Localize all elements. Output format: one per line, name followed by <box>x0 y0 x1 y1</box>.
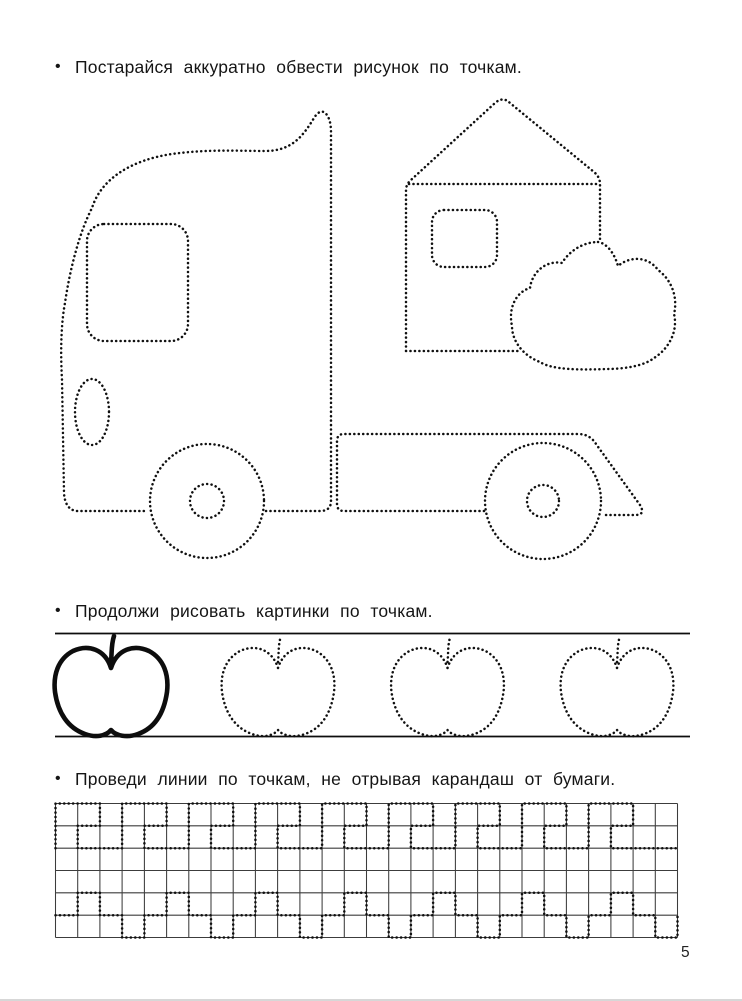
cargo-box-outline <box>406 100 600 352</box>
truck-cab-window <box>87 224 188 341</box>
truck-bed-frame <box>337 434 642 515</box>
bullet-icon: • <box>55 58 61 75</box>
front-wheel-hub <box>190 484 224 518</box>
truck-cab-outline <box>61 112 331 511</box>
apple-dotted-3 <box>561 636 674 736</box>
page-number: 5 <box>681 944 690 961</box>
rear-wheel <box>485 443 601 559</box>
instruction-text: Продолжи рисовать картинки по точкам. <box>75 601 433 621</box>
bush-outline <box>511 242 675 369</box>
apples-row <box>55 634 690 737</box>
bullet-icon: • <box>55 602 61 619</box>
bullet-icon: • <box>55 770 61 787</box>
front-wheel <box>150 444 264 558</box>
cargo-box-window <box>432 210 497 267</box>
rear-wheel-hub <box>527 485 559 517</box>
apple-dotted-2 <box>391 636 504 736</box>
apple-dotted-1 <box>222 636 335 736</box>
practice-grid <box>56 804 678 938</box>
instruction-text: Проведи линии по точкам, не отрывая карандаш от бумаги. <box>75 769 616 789</box>
truck-cab-oval <box>75 379 109 445</box>
truck-drawing <box>61 100 675 560</box>
apple-solid <box>55 636 168 736</box>
instruction-text: Постарайся аккуратно обвести рисунок по точкам. <box>75 57 522 77</box>
